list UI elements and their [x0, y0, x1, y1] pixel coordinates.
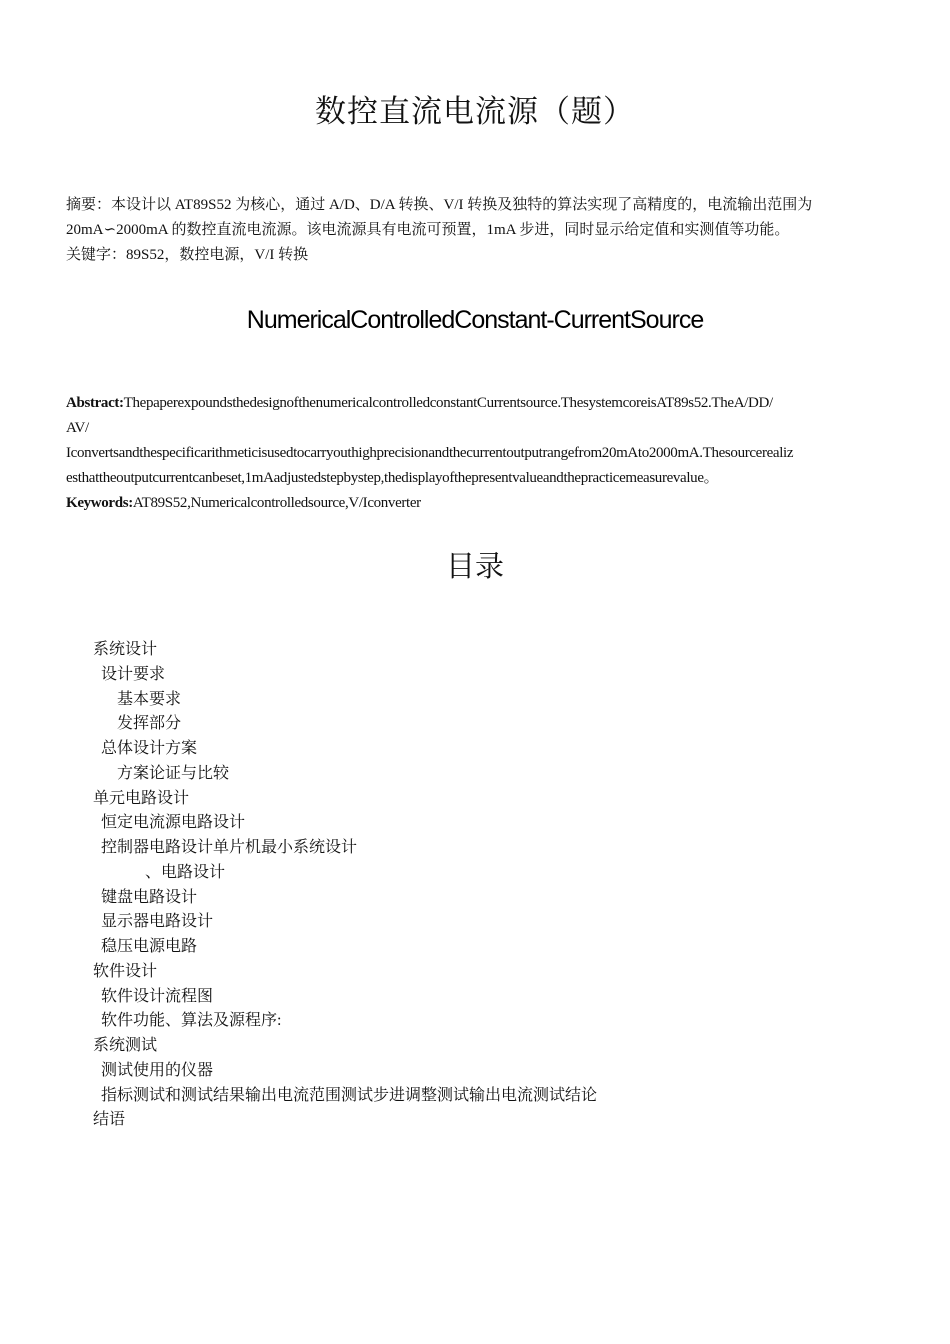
toc-item: 稳压电源电路 — [101, 938, 198, 955]
toc-item: 控制器电路设计单片机最小系统设计 — [101, 839, 358, 856]
toc-item: 基本要求 — [117, 690, 182, 708]
toc-item: 方案论证与比较 — [117, 764, 230, 782]
toc-item: 键盘电路设计 — [101, 888, 198, 906]
keywords-en-paragraph — [66, 491, 891, 516]
document-title-cn: 数控直流电流源（题） — [315, 94, 635, 130]
abstract-en-section — [66, 391, 891, 516]
abstract-en-label: Abstract: — [66, 395, 124, 411]
toc-item: 软件设计流程图 — [101, 987, 214, 1005]
abstract-en-line-3: Iconvertsandthespecificarithmeticisusedtocarryouthighprecisionandthecurrentoutputrangefrom20mAto2000mA.Thesourcerealiz — [66, 445, 794, 461]
toc-item: 设计要求 — [101, 665, 166, 683]
toc-item: 系统设计 — [93, 641, 158, 658]
keywords-en-label: Keywords: — [66, 495, 133, 511]
toc-item: 总体设计方案 — [101, 740, 198, 757]
toc-item: 软件设计 — [93, 962, 158, 980]
toc-item: 软件功能、算法及源程序: — [101, 1012, 282, 1030]
abstract-en-line-1 — [66, 391, 891, 416]
abstract-cn-label: 摘要： — [66, 197, 112, 213]
abstract-en-text-1: ThepaperexpoundsthedesignofthenumericalcontrolledconstantCurrentsource.ThesystemcoreisAT89s52.TheA/DD/ — [123, 395, 773, 411]
abstract-cn-text: 本设计以 AT89S52 为核心，通过 A/D、D/A 转换、V/I 转换及独特的算法实现了高精度的，电流输出范围为 20mA∽2000mA 的数控直流电流源。该电流源具有电流可预置，1mA 步进，同时显示给定值和实测值等功能。 — [66, 197, 813, 238]
abstract-en-line-4: esthattheoutputcurrentcanbeset,1mAadjustedstepbystep,thedisplayofthepresentvalueandthepracticemeasurevalue。 — [66, 470, 719, 486]
document-title-en: NumericalControlledConstant-CurrentSource — [246, 306, 704, 334]
abstract-cn-paragraph — [66, 193, 886, 243]
keywords-cn-label: 关键字： — [66, 247, 127, 263]
toc-title: 目录 — [445, 549, 504, 583]
toc-item: 系统测试 — [93, 1037, 158, 1054]
keywords-cn-text: 89S52，数控电源，V/I 转换 — [126, 247, 309, 263]
toc-item: 发挥部分 — [117, 715, 182, 733]
keywords-en-text: AT89S52,Numericalcontrolledsource,V/Iconverter — [132, 495, 421, 511]
table-of-contents — [93, 638, 873, 1133]
toc-item: 指标测试和测试结果输出电流范围测试步进调整测试输出电流测试结论 — [101, 1086, 598, 1104]
toc-item: 结语 — [93, 1111, 126, 1129]
toc-item: 单元电路设计 — [93, 789, 190, 807]
toc-item: 恒定电流源电路设计 — [101, 814, 246, 832]
abstract-cn-section — [66, 193, 886, 268]
toc-item: 、电路设计 — [145, 863, 226, 881]
abstract-en-line-2: AV/ — [66, 420, 89, 436]
toc-item: 显示器电路设计 — [101, 913, 214, 931]
keywords-cn-paragraph — [66, 243, 886, 268]
toc-item: 测试使用的仪器 — [101, 1061, 214, 1079]
